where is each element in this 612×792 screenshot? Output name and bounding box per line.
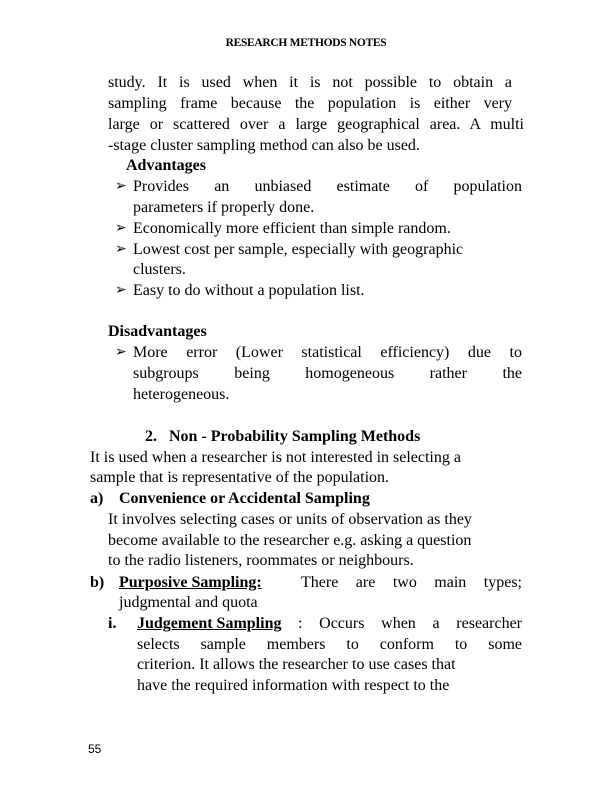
advantage-item: Lowest cost per sample, especially with geographic xyxy=(133,241,464,258)
subsection-label: b) xyxy=(90,574,105,591)
bullet-arrow-icon: ➢ xyxy=(115,221,127,236)
running-header: RESEARCH METHODS NOTES xyxy=(225,37,387,49)
section-body-line: It is used when a researcher is not interested in selecting a xyxy=(90,449,461,466)
section-heading: Non - Probability Sampling Methods xyxy=(169,428,421,445)
bullet-arrow-icon: ➢ xyxy=(115,242,127,257)
subsection-inline-text: There are two main types; xyxy=(301,574,522,591)
subsection-body-line: judgmental and quota xyxy=(119,594,258,611)
subsubsection-label: i. xyxy=(108,615,117,632)
advantage-item: Economically more efficient than simple random. xyxy=(133,220,451,237)
subsection-heading: Convenience or Accidental Sampling xyxy=(119,490,370,507)
advantage-item: parameters if properly done. xyxy=(133,199,315,216)
subsubsection-body-line: criterion. It allows the researcher to use cases that xyxy=(137,656,456,673)
section-number: 2. xyxy=(145,428,157,445)
subsection-body-line: to the radio listeners, roommates or neighbours. xyxy=(108,552,414,569)
bullet-arrow-icon: ➢ xyxy=(115,283,127,298)
disadvantage-item: heterogeneous. xyxy=(133,386,230,403)
advantage-item: Provides an unbiased estimate of population xyxy=(133,178,522,195)
intro-line: study. It is used when it is not possible to obtain a xyxy=(108,74,512,91)
subsubsection-inline-text: : Occurs when a researcher xyxy=(298,615,522,632)
intro-line: sampling frame because the population is either very xyxy=(108,95,512,112)
advantages-heading: Advantages xyxy=(126,157,207,174)
advantage-item: clusters. xyxy=(133,261,186,278)
intro-line: large or scattered over a large geographical area. A multi xyxy=(108,116,524,133)
subsection-body-line: It involves selecting cases or units of observation as they xyxy=(108,511,472,528)
disadvantage-item: subgroups being homogeneous rather the xyxy=(133,365,522,382)
page-number: 55 xyxy=(88,742,102,756)
intro-line: -stage cluster sampling method can also be used. xyxy=(108,137,420,154)
subsection-label: a) xyxy=(90,490,104,507)
section-body-line: sample that is representative of the population. xyxy=(90,469,390,486)
subsubsection-body-line: have the required information with respect to the xyxy=(137,677,450,694)
subsubsection-heading: Judgement Sampling xyxy=(137,615,282,632)
bullet-arrow-icon: ➢ xyxy=(115,179,127,194)
disadvantages-heading: Disadvantages xyxy=(108,323,207,340)
bullet-arrow-icon: ➢ xyxy=(115,345,127,360)
disadvantage-item: More error (Lower statistical efficiency) due to xyxy=(133,344,522,361)
advantage-item: Easy to do without a population list. xyxy=(133,282,365,299)
subsection-body-line: become available to the researcher e.g. asking a question xyxy=(108,532,472,549)
subsubsection-body-line: selects sample members to conform to some xyxy=(137,636,522,653)
subsection-heading: Purposive Sampling: xyxy=(119,574,262,591)
